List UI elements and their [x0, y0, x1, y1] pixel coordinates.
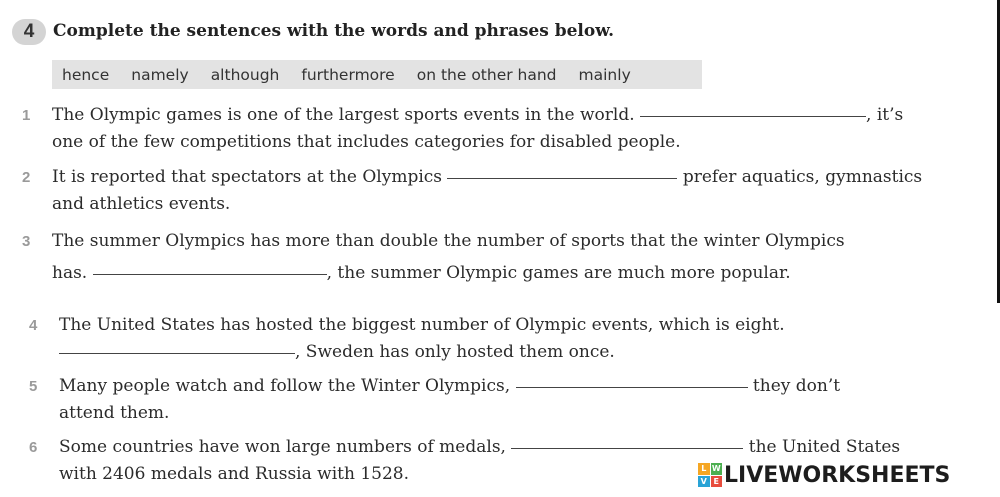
question-text: has.	[52, 263, 93, 283]
logo-icon-cell: L	[698, 463, 710, 475]
question-2-line-2: and athletics events.	[52, 194, 231, 214]
logo-icon-cell: W	[711, 464, 721, 473]
answer-blank-3[interactable]	[93, 273, 327, 275]
exercise-number-badge: 4	[12, 19, 46, 45]
word-bank-item: hence	[62, 65, 110, 84]
word-bank-item: although	[210, 65, 280, 84]
question-number: 2	[22, 169, 31, 186]
answer-blank-5[interactable]	[516, 386, 748, 388]
answer-blank-4[interactable]	[59, 352, 295, 354]
question-5-line-2: attend them.	[59, 403, 170, 423]
question-text: It is reported that spectators at the Olympics	[52, 167, 448, 187]
word-bank-item: mainly	[578, 65, 631, 84]
question-3-line-2	[52, 263, 791, 283]
logo-text: LIVEWORKSHEETS	[724, 462, 951, 488]
question-6-line-1	[59, 437, 900, 457]
word-bank-item: on the other hand	[416, 65, 557, 84]
exercise-instruction: Complete the sentences with the words and phrases below.	[53, 21, 615, 41]
question-4-line-1: The United States has hosted the biggest number of Olympic events, which is eight.	[59, 315, 785, 335]
question-5-line-1	[59, 376, 840, 396]
question-6-line-2: with 2406 medals and Russia with 1528.	[59, 464, 409, 484]
answer-blank-2[interactable]	[447, 177, 677, 179]
question-text: , it’s	[866, 105, 904, 125]
logo-icon-cell: V	[698, 476, 710, 488]
question-text: Many people watch and follow the Winter Olympics,	[59, 376, 516, 396]
word-bank-item: namely	[131, 65, 189, 84]
answer-blank-1[interactable]	[640, 115, 866, 117]
logo-icon-cell: E	[711, 476, 723, 488]
question-4-line-2	[59, 342, 615, 362]
word-bank	[52, 60, 702, 89]
question-number: 4	[29, 317, 38, 334]
liveworksheets-logo-icon	[698, 463, 722, 487]
question-number: 1	[22, 107, 31, 124]
question-3-line-1: The summer Olympics has more than double the number of sports that the winter Olympics	[52, 231, 845, 251]
question-number: 5	[29, 378, 38, 395]
liveworksheets-logo	[698, 462, 950, 488]
question-1-line-2: one of the few competitions that includes categories for disabled people.	[52, 132, 681, 152]
question-text: The Olympic games is one of the largest sports events in the world.	[52, 105, 641, 125]
question-text: the United States	[743, 437, 901, 457]
question-text: , the summer Olympic games are much more popular.	[326, 263, 791, 283]
question-text: prefer aquatics, gymnastics	[677, 167, 923, 187]
question-1-line-1	[52, 105, 903, 125]
question-text: , Sweden has only hosted them once.	[295, 342, 615, 362]
question-number: 3	[22, 233, 31, 250]
question-2-line-1	[52, 167, 922, 187]
question-text: Some countries have won large numbers of medals,	[59, 437, 512, 457]
word-bank-item: furthermore	[301, 65, 395, 84]
question-text: they don’t	[747, 376, 841, 396]
question-number: 6	[29, 439, 38, 456]
answer-blank-6[interactable]	[511, 447, 743, 449]
